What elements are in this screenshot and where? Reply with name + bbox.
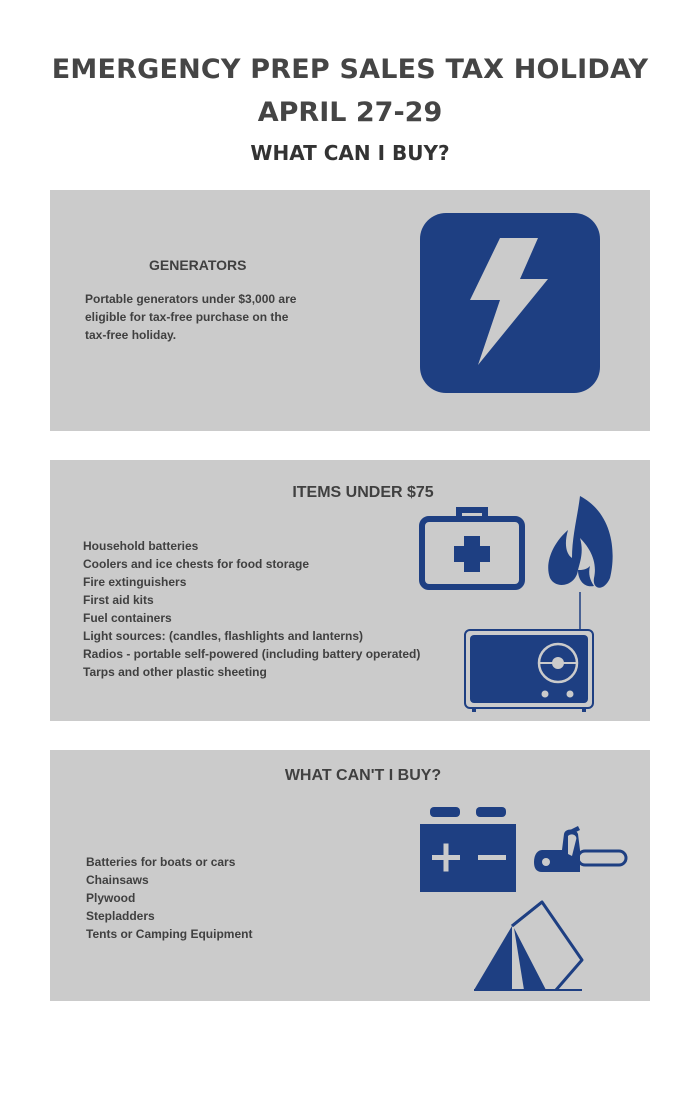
list-item: Batteries for boats or cars (86, 855, 236, 869)
car-battery-icon (419, 807, 517, 893)
list-item: Coolers and ice chests for food storage (83, 557, 310, 571)
chainsaw-icon (532, 826, 628, 880)
page-title: EMERGENCY PREP SALES TAX HOLIDAY (51, 54, 649, 85)
page-title-dates: APRIL 27-29 (257, 97, 443, 128)
tent-icon (472, 900, 584, 992)
items-under-75-list (83, 537, 420, 681)
list-item: Stepladders (86, 909, 155, 923)
items-under-75-panel (50, 460, 650, 721)
cant-buy-heading: WHAT CAN'T I BUY? (284, 767, 442, 784)
items-under-75-heading: ITEMS UNDER $75 (292, 484, 434, 501)
flame-icon (544, 496, 616, 594)
list-item: Radios - portable self-powered (including battery operated) (83, 647, 421, 661)
radio-icon (462, 590, 596, 714)
list-item: Tents or Camping Equipment (86, 927, 253, 941)
cant-buy-list (86, 853, 252, 943)
generators-heading: GENERATORS (149, 257, 247, 273)
list-item: Fire extinguishers (83, 575, 187, 589)
list-item: Chainsaws (86, 873, 149, 887)
list-item: Household batteries (83, 539, 199, 553)
list-item: Plywood (86, 891, 136, 905)
first-aid-kit-icon (418, 505, 526, 591)
list-item: Light sources: (candles, flashlights and lanterns) (83, 629, 364, 643)
generators-panel (50, 190, 650, 431)
cant-buy-panel (50, 750, 650, 1001)
list-item: Tarps and other plastic sheeting (83, 665, 267, 679)
list-item: First aid kits (83, 593, 154, 607)
list-item: Fuel containers (83, 611, 172, 625)
lightning-bolt-icon (420, 213, 600, 393)
generators-description: Portable generators under $3,000 are eligible for tax-free purchase on the tax-free holiday. (85, 292, 297, 342)
page-subtitle: WHAT CAN I BUY? (250, 141, 450, 165)
